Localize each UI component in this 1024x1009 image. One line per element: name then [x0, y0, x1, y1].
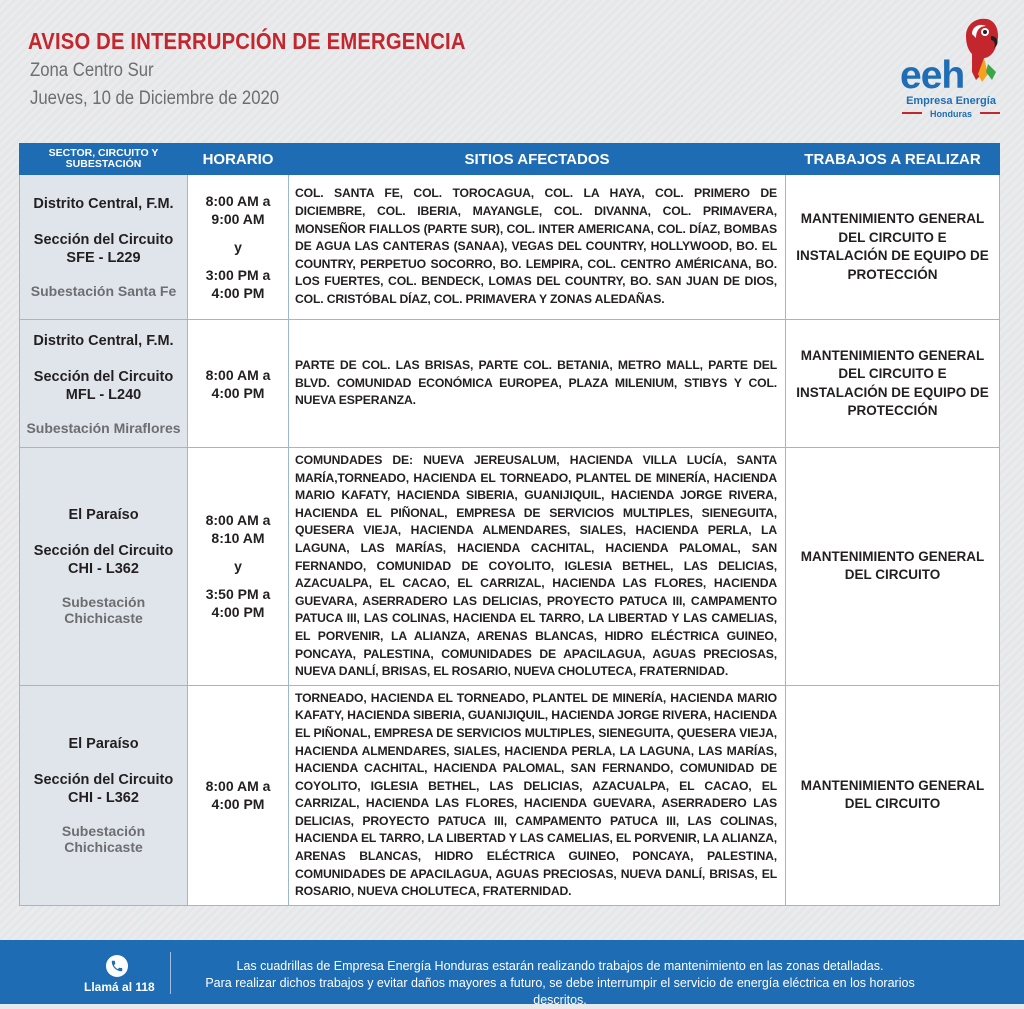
- district-name: Distrito Central, F.M.: [33, 332, 174, 349]
- logo-company-name: Empresa Energía: [906, 95, 996, 107]
- schedule-cell: [188, 320, 289, 448]
- circuit-code: CHI - L362: [68, 790, 139, 807]
- district-name: El Paraíso: [68, 507, 139, 524]
- footer-divider: [170, 952, 171, 994]
- schedule-start: 8:00 AM a: [205, 193, 271, 209]
- header-sitios: SITIOS AFECTADOS: [289, 144, 786, 175]
- schedule-cell: [188, 685, 289, 905]
- table-row: [20, 685, 1000, 905]
- substation-name: Subestación Chichicaste: [61, 594, 146, 627]
- logo-line-right: [980, 112, 1000, 114]
- sector-cell: [20, 685, 188, 905]
- work-description: MANTENIMIENTO GENERAL DEL CIRCUITO E INSTALACIÓN DE EQUIPO DE PROTECCIÓN: [786, 175, 1000, 320]
- affected-sites: COMUNDADES DE: NUEVA JEREUSALUM, HACIENDA VILLA LUCÍA, SANTA MARÍA,TORNEADO, HACIENDA EL TORNEADO, PLANTEL DE MINERÍA, HACIENDA MARIO KAFATY, HACIENDA SIBERIA, GUANIJIQUIL, HACIENDA JORGE RIVERA, HACIENDA EL PIÑONAL, EMPRESA DE SERVICIOS MULTIPLES, SIENEGUITA, QUESERA VIEJA, HACIENDA ALMENDARES, SIALES, HACIENDA PERLA, LA LAGUNA, LAS MARÍAS, HACIENDA CACHITAL, HACIENDA PALOMAL, SAN FERNANDO, COMUNIDAD DE COYOLITO, IGLESIA BETHEL, LAS DELICIAS, AZACUALPA, EL CACAO, EL CARRIZAL, HACIENDA LAS FLORES, HACIENDA GUEVARA, ASERRADERO LAS DELICIAS, PROYECTO PATUCA III, CAMPAMENTO PATUCA III, LAS COLINAS, HACIENDA EL TARRO, LA LIBERTAD Y LAS CAMELIAS, EL PORVENIR, LA ALIANZA, ARENAS BLANCAS, HIDRO ELÉCTRICA GUINEO, PONCAYA, PALESTINA, COMUNIDADES DE APACILAGUA, AGUAS PRECIOSAS, NUEVA DANLÍ, BRISAS, EL ROSARIO, NUEVA CHOLUTECA, FRATERNIDAD.: [289, 448, 786, 686]
- logo-country: Honduras: [929, 109, 972, 119]
- table-row: [20, 320, 1000, 448]
- sector-cell: [20, 320, 188, 448]
- zone-label: Zona Centro Sur: [30, 60, 154, 81]
- header-horario: HORARIO: [188, 144, 289, 175]
- district-name: El Paraíso: [68, 736, 139, 753]
- affected-sites: PARTE DE COL. LAS BRISAS, PARTE COL. BETANIA, METRO MALL, PARTE DEL BLVD. COMUNIDAD ECONÓMICA EUROPEA, PLAZA MILENIUM, STIBYS Y COL. NUEVA ESPERANZA.: [289, 320, 786, 448]
- header-trabajos: TRABAJOS A REALIZAR: [786, 144, 1000, 175]
- schedule-end: 4:00 PM: [211, 384, 265, 401]
- schedule-start-2: 3:50 PM a: [205, 586, 271, 603]
- call-number-label[interactable]: Llamá al 118: [84, 980, 155, 994]
- footer-notice: [180, 958, 940, 1009]
- work-description: MANTENIMIENTO GENERAL DEL CIRCUITO: [786, 448, 1000, 686]
- work-description: MANTENIMIENTO GENERAL DEL CIRCUITO: [786, 685, 1000, 905]
- schedule-start: 8:00 AM a: [205, 366, 271, 383]
- affected-sites: COL. SANTA FE, COL. TOROCAGUA, COL. LA HAYA, COL. PRIMERO DE DICIEMBRE, COL. IBERIA, MAYANGLE, COL. DIVANNA, COL. PRIMAVERA, MONSEÑOR FIALLOS (PARTE SUR), COL. INTER AMERICANA, COL. DÍAZ, BOMBAS DE AGUA LAS CANTERAS (SANAA), VEGAS DEL COUNTRY, HOLLYWOOD, BO. EL COUNTRY, PERPETUO SOCORRO, BO. LEMPIRA, COL. CENTRO AMÉRICANA, BO. LOS FUERTES, COL. BENDECK, LOMAS DEL COUNTRY, BO. SAN JUAN DE DIOS, COL. CRISTÓBAL DÍAZ, COL. PRIMAVERA Y ZONAS ALEDAÑAS.: [289, 175, 786, 320]
- district-name: Distrito Central, F.M.: [33, 196, 174, 212]
- parrot-logo-icon: [958, 14, 1000, 84]
- schedule-start: 8:00 AM a: [205, 778, 271, 795]
- table-row: [20, 448, 1000, 686]
- circuit-section-label: Sección del Circuito: [33, 543, 174, 560]
- sector-cell: [20, 448, 188, 686]
- phone-icon[interactable]: [106, 955, 128, 977]
- date-label: Jueves, 10 de Diciembre de 2020: [30, 88, 280, 109]
- schedule-cell: [188, 175, 289, 320]
- company-logo: [898, 14, 1003, 119]
- footer-line-1: Las cuadrillas de Empresa Energía Honduras estarán realizando trabajos de mantenimiento en las zonas detalladas.: [236, 959, 884, 973]
- schedule-end-2: 4:00 PM: [211, 285, 265, 301]
- schedule-end: 8:10 AM: [211, 530, 265, 547]
- work-description: MANTENIMIENTO GENERAL DEL CIRCUITO E INSTALACIÓN DE EQUIPO DE PROTECCIÓN: [786, 320, 1000, 448]
- circuit-section-label: Sección del Circuito: [33, 368, 174, 385]
- schedule-end: 9:00 AM: [211, 211, 265, 227]
- page-title: AVISO DE INTERRUPCIÓN DE EMERGENCIA: [28, 28, 466, 54]
- table-header-row: [20, 144, 1000, 175]
- footer-bar: [0, 940, 1024, 1007]
- logo-wordmark: eeh: [900, 54, 965, 97]
- schedule-end-2: 4:00 PM: [211, 604, 265, 621]
- table-row: [20, 175, 1000, 320]
- substation-name: Subestación Miraflores: [26, 419, 181, 436]
- interruption-table: [19, 143, 1000, 906]
- schedule-start-2: 3:00 PM a: [205, 267, 271, 283]
- schedule-end: 4:00 PM: [211, 796, 265, 813]
- substation-name: Subestación Santa Fe: [30, 283, 177, 299]
- schedule-and: y: [234, 239, 242, 255]
- schedule-cell: [188, 448, 289, 686]
- header-sector: SECTOR, CIRCUITO Y SUBESTACIÓN: [20, 144, 188, 175]
- substation-name: Subestación Chichicaste: [61, 823, 146, 856]
- circuit-code: SFE - L229: [66, 250, 141, 266]
- footer-line-2: Para realizar dichos trabajos y evitar daños mayores a futuro, se debe interrumpir el servicio de energía eléctrica en los horarios descritos.: [205, 976, 915, 1007]
- circuit-section-label: Sección del Circuito: [33, 772, 174, 789]
- affected-sites: TORNEADO, HACIENDA EL TORNEADO, PLANTEL DE MINERÍA, HACIENDA MARIO KAFATY, HACIENDA SIBERIA, GUANIJIQUIL, HACIENDA JORGE RIVERA, HACIENDA EL PIÑONAL, EMPRESA DE SERVICIOS MULTIPLES, SIENEGUITA, QUESERA VIEJA, HACIENDA ALMENDARES, SIALES, HACIENDA PERLA, LA LAGUNA, LAS MARÍAS, HACIENDA CACHITAL, HACIENDA PALOMAL, SAN FERNANDO, COMUNIDAD DE COYOLITO, IGLESIA BETHEL, LAS DELICIAS, AZACUALPA, EL CACAO, EL CARRIZAL, HACIENDA LAS FLORES, HACIENDA GUEVARA, ASERRADERO LAS DELICIAS, PROYECTO PATUCA III, CAMPAMENTO PATUCA III, LAS COLINAS, HACIENDA EL TARRO, LA LIBERTAD Y LAS CAMELIAS, EL PORVENIR, LA ALIANZA, ARENAS BLANCAS, HIDRO ELÉCTRICA GUINEO, PONCAYA, PALESTINA, COMUNIDADES DE APACILAGUA, AGUAS PRECIOSAS, NUEVA DANLÍ, BRISAS, EL ROSARIO, NUEVA CHOLUTECA, FRATERNIDAD.: [289, 685, 786, 905]
- sector-cell: [20, 175, 188, 320]
- schedule-and: y: [234, 558, 242, 575]
- header: [0, 0, 1024, 140]
- circuit-code: CHI - L362: [68, 561, 139, 578]
- circuit-section-label: Sección del Circuito: [33, 232, 174, 248]
- schedule-start: 8:00 AM a: [205, 512, 271, 529]
- circuit-code: MFL - L240: [65, 386, 142, 403]
